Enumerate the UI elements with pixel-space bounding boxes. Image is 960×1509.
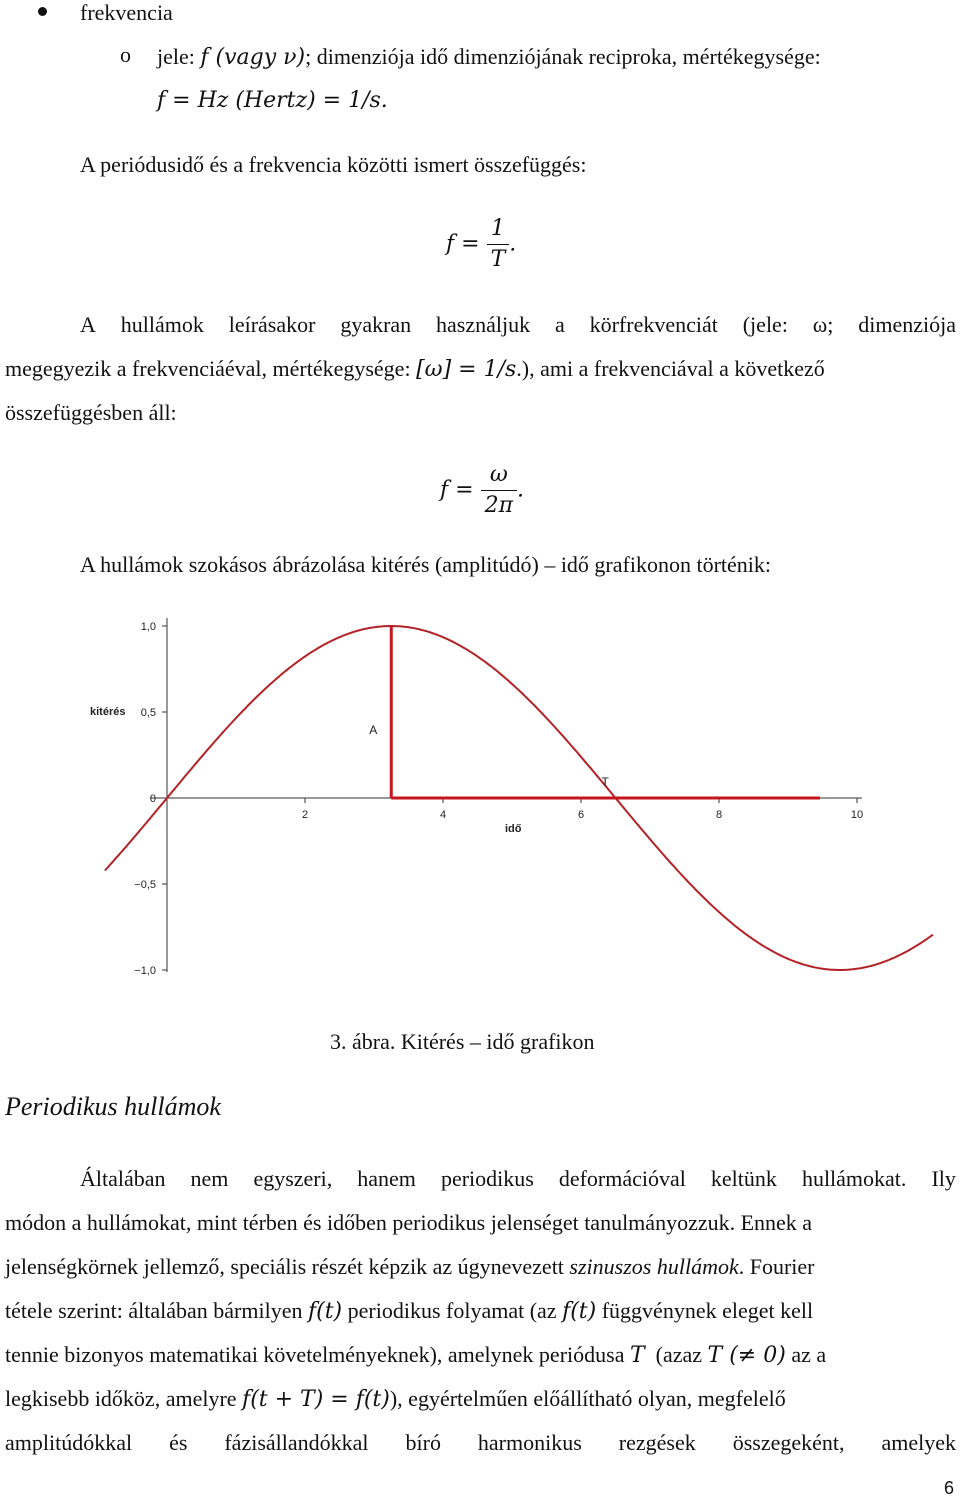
formula1-numerator: 1 [490, 216, 505, 241]
math-periodicity: f(t + T) = f(t) [242, 1387, 390, 1412]
word: a [554, 312, 565, 337]
intro-relation: A periódusidő és a frekvencia közötti ismert összefüggés: [80, 152, 587, 177]
formula2-lhs: f = [440, 477, 474, 503]
x-axis-label: idő [505, 823, 522, 835]
word: hullámok [120, 312, 204, 337]
word: bíró [405, 1430, 441, 1455]
formula1-lhs: f = [446, 231, 480, 257]
word: használjuk [436, 312, 531, 337]
body-line2: módon a hullámokat, mint térben és időben periodikus jelenséget tanulmányozzuk. Ennek a [5, 1210, 813, 1235]
body-line5-a: tennie bizonyos matematikai követelményeknek), amelynek periódusa [5, 1342, 625, 1367]
y-tick-label: −0,5 [134, 879, 156, 891]
para1-line2-pre: megegyezik a frekvenciáéval, mértékegysége: [5, 356, 411, 381]
word: harmonikus [477, 1430, 582, 1455]
body-line4-c: függvénynek eleget kell [601, 1298, 814, 1323]
x-tick-label: 8 [715, 809, 723, 821]
formula-f-equals-omega-over-2pi [440, 460, 524, 521]
word: dimenziója [858, 312, 956, 337]
formula2-denominator: 2π [481, 490, 517, 521]
section-title: Periodikus hullámok [5, 1092, 221, 1121]
word: összegeként, [732, 1430, 845, 1455]
body-line4-b: periodikus folyamat (az [347, 1298, 557, 1323]
math-T-nonzero: T (≠ 0) [707, 1343, 786, 1368]
sub-bullet-line1 [157, 44, 821, 70]
word: deformációval [558, 1166, 686, 1191]
word: amelyek [881, 1430, 956, 1455]
formula2-end: . [517, 477, 525, 503]
y-tick-label: −1,0 [134, 965, 156, 977]
y-axis-label: kitérés [90, 706, 126, 718]
word: egyszeri, [253, 1166, 333, 1191]
term-sine-waves: szinuszos hullámok [569, 1254, 739, 1279]
body-line5-c: az a [791, 1342, 827, 1367]
word: (jele: [742, 312, 788, 337]
para1-line1 [80, 312, 956, 338]
x-tick-label: 4 [439, 809, 447, 821]
word: amplitúdókkal [5, 1430, 133, 1455]
word: A [80, 312, 96, 337]
word: Ily [931, 1166, 956, 1191]
math-f-of-t: f(t) [562, 1299, 597, 1324]
word: leírásakor [228, 312, 316, 337]
page-number: 6 [944, 1478, 955, 1498]
word: ω; [812, 312, 834, 337]
formula1-fraction [487, 214, 510, 275]
para1-line3: összefüggésben áll: [5, 400, 177, 425]
bullet-dot [38, 7, 47, 16]
figure-caption: 3. ábra. Kitérés – idő grafikon [330, 1029, 595, 1054]
sub-bullet-text: ; dimenziója idő dimenziójának reciproka, mértékegysége: [305, 44, 821, 69]
body-line7 [5, 1430, 956, 1456]
sub-bullet-prefix: jele: [157, 44, 195, 69]
math-period-T: T [629, 1343, 645, 1368]
body-line6-a: legkisebb időköz, amelyre [5, 1386, 237, 1411]
word: rezgések [618, 1430, 696, 1455]
body-line5-b: (azaz [655, 1342, 703, 1367]
unit-definition: f = Hz (Hertz) = 1/s. [157, 88, 388, 113]
x-tick-label: 2 [301, 809, 309, 821]
word: körfrekvenciát [589, 312, 718, 337]
x-tick-label: 10 [850, 809, 864, 821]
body-line1 [80, 1166, 956, 1192]
sub-bullet-marker: o [120, 42, 131, 67]
bullet-label: frekvencia [80, 0, 173, 25]
body-line5 [5, 1342, 826, 1368]
body-line3-post: . Fourier [738, 1254, 815, 1279]
formula1-denominator: T [487, 244, 510, 275]
word: fázisállandókkal [224, 1430, 369, 1455]
formula-f-equals-1-over-T [446, 214, 516, 275]
y-tick-label: 0 [149, 793, 156, 805]
body-line6-b: ), egyértelműen előállítható olyan, megfelelő [389, 1386, 786, 1411]
word: nem [190, 1166, 229, 1191]
body-line3-pre: jelenségkörnek jellemző, speciális részét képzik az úgynevezett [5, 1254, 564, 1279]
intro-graph: A hullámok szokásos ábrázolása kitérés (amplitúdó) – idő grafikonon történik: [80, 552, 772, 577]
para1-line2-post: .), ami a frekvenciával a következő [516, 356, 825, 381]
word: Általában [80, 1166, 166, 1191]
word: keltünk [710, 1166, 777, 1191]
amplitude-label: A [369, 723, 378, 737]
word: hullámokat. [801, 1166, 907, 1191]
y-tick-label: 1,0 [140, 621, 156, 633]
body-line4-a: tétele szerint: általában bármilyen [5, 1298, 303, 1323]
word: hanem [357, 1166, 416, 1191]
displacement-time-chart [0, 600, 960, 1000]
period-label: T [601, 775, 609, 789]
x-tick-label: 6 [577, 809, 585, 821]
word: periodikus [440, 1166, 534, 1191]
body-line4 [5, 1298, 813, 1324]
formula2-fraction [481, 460, 517, 521]
body-line3 [5, 1254, 814, 1280]
formula1-end: . [509, 231, 517, 257]
omega-unit: [ω] = 1/s [416, 357, 517, 382]
formula2-numerator: ω [489, 462, 508, 487]
frequency-symbol: f (vagy ν) [200, 45, 306, 70]
math-f-of-t: f(t) [307, 1299, 343, 1324]
body-line6 [5, 1386, 786, 1412]
para1-line2 [5, 356, 825, 382]
word: és [169, 1430, 188, 1455]
y-tick-label: 0,5 [140, 707, 156, 719]
word: gyakran [340, 312, 412, 337]
